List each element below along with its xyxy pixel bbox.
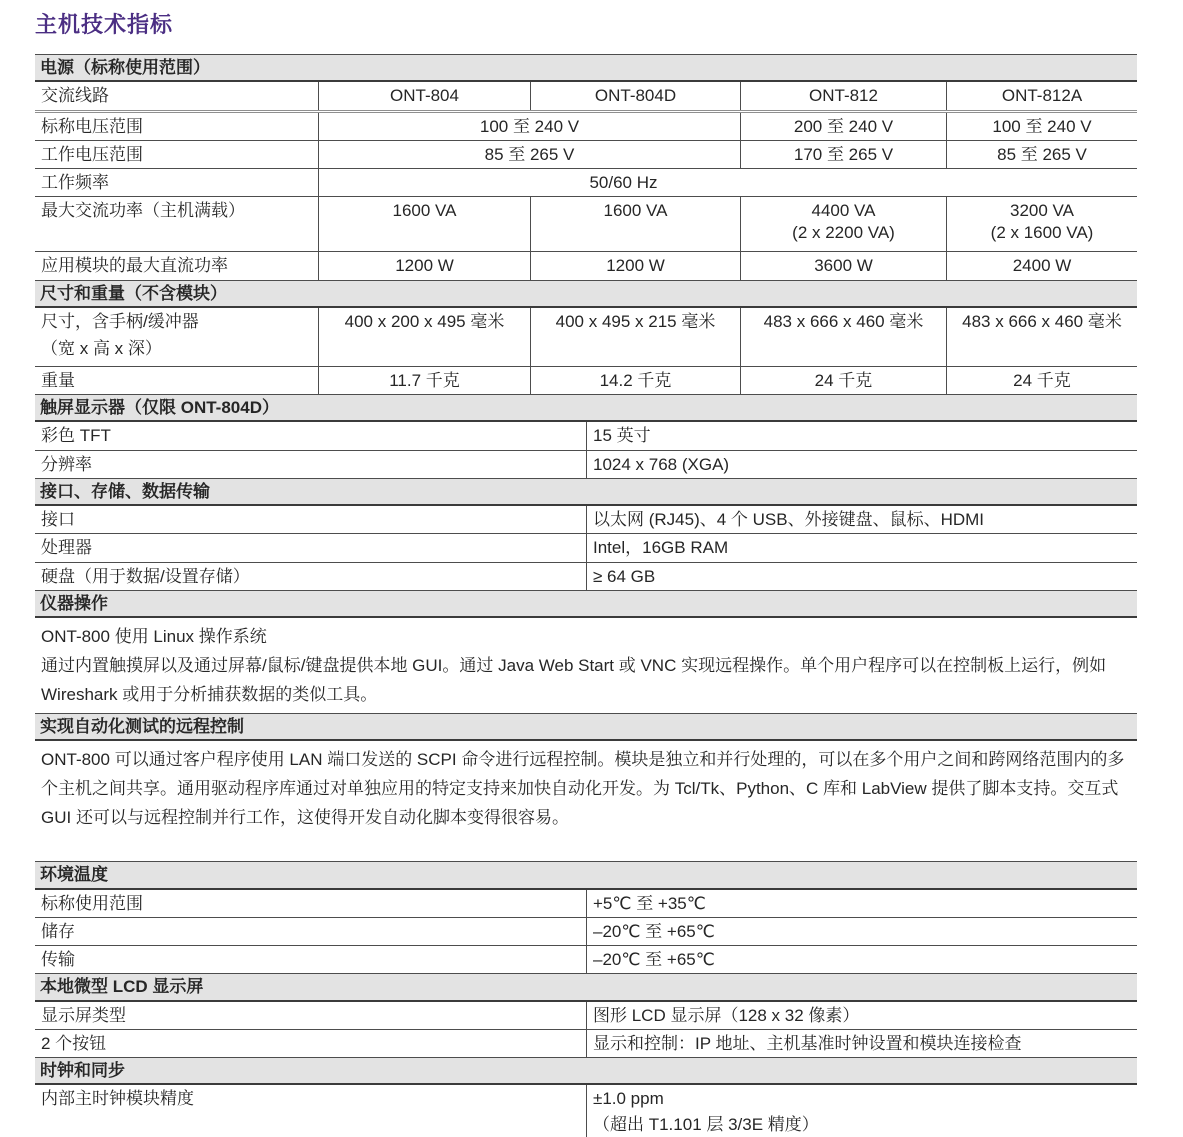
table-row-lcd-buttons [35, 1030, 1137, 1058]
table-row-storage-temp [35, 918, 1137, 946]
table-row-weight [35, 367, 1137, 395]
spec-value [740, 197, 946, 251]
spec-paragraph: ONT-800 可以通过客户程序使用 LAN 端口发送的 SCPI 命令进行远程控制。模块是独立和并行处理的，可以在多个用户之间和跨网络范围内的多个主机之间共享。通用驱动程序库通过对单独应用的特定支持来加快自动化开发。为 Tcl/Tk、Python、C 库和 LabView 提供了脚本支持。交互式 GUI 还可以与远程控制并行工作，这使得开发自动化脚本变得很容易。 [41, 750, 1125, 828]
table-row-operating-voltage [35, 141, 1137, 169]
row-label-line: 尺寸，含手柄/缓冲器 [41, 311, 199, 331]
spec-value: 3600 W [740, 252, 946, 279]
spec-value: 图形 LCD 显示屏（128 x 32 像素） [586, 1002, 1137, 1029]
section-header-dimensions: 尺寸和重量（不含模块） [35, 281, 1137, 308]
section-header-remote-control: 实现自动化测试的远程控制 [35, 714, 1137, 741]
spec-value: 170 至 265 V [740, 141, 946, 168]
row-label-line: （宽 x 高 x 深） [41, 339, 162, 358]
spec-value [946, 197, 1137, 251]
table-row-frequency [35, 169, 1137, 197]
table-row-nominal-range [35, 890, 1137, 918]
spec-value: Intel，16GB RAM [586, 534, 1137, 561]
spec-value: 400 x 200 x 495 毫米 [318, 308, 530, 366]
spec-value: 显示和控制：IP 地址、主机基准时钟设置和模块连接检查 [586, 1030, 1137, 1057]
section-header-lcd: 本地微型 LCD 显示屏 [35, 974, 1137, 1001]
spec-value: 400 x 495 x 215 毫米 [530, 308, 740, 366]
table-row-max-ac-power [35, 197, 1137, 252]
spec-value: 100 至 240 V [946, 113, 1137, 140]
spec-value: +5℃ 至 +35℃ [586, 890, 1137, 917]
spec-value: 1600 VA [318, 197, 530, 251]
spec-value: 以太网 (RJ45)、4 个 USB、外接键盘、鼠标、HDMI [586, 506, 1137, 533]
spec-value: 24 千克 [740, 367, 946, 394]
row-label: 彩色 TFT [41, 426, 111, 446]
table-row-processor [35, 534, 1137, 562]
page-title: 主机技术指标 [35, 12, 174, 37]
spec-value: 483 x 666 x 460 毫米 [740, 308, 946, 366]
spec-value: 2400 W [946, 252, 1137, 279]
table-row-harddisk [35, 563, 1137, 591]
model-column-header: ONT-804D [530, 82, 740, 109]
spec-value-line: 4400 VA [811, 201, 876, 221]
table-row-lcd-type [35, 1002, 1137, 1030]
table-row-tft [35, 422, 1137, 450]
spec-value: 85 至 265 V [318, 141, 740, 168]
document-body [35, 8, 1137, 1137]
table-row-models [35, 82, 1137, 112]
row-label: 传输 [41, 950, 75, 969]
spec-value: –20℃ 至 +65℃ [586, 918, 1137, 945]
row-label: 分辨率 [41, 454, 92, 474]
table-gap [35, 836, 1137, 861]
row-label: 2 个按钮 [41, 1033, 107, 1053]
spec-value-line: （超出 T1.101 层 3/3E 精度） [593, 1114, 819, 1134]
table-row-resolution [35, 451, 1137, 479]
section-header-environment: 环境温度 [35, 861, 1137, 889]
table-row-remote-text [35, 741, 1137, 836]
row-label [35, 308, 318, 366]
row-label: 处理器 [41, 538, 92, 558]
row-label: 显示屏类型 [41, 1005, 126, 1025]
section-header-clock: 时钟和同步 [35, 1058, 1137, 1085]
row-label: 内部主时钟模块精度 [41, 1089, 194, 1109]
row-label: 工作电压范围 [41, 144, 143, 164]
row-label: 接口 [41, 510, 75, 529]
spec-value: 11.7 千克 [318, 367, 530, 394]
table-row-max-dc-power [35, 252, 1137, 280]
row-label: 最大交流功率（主机满载） [41, 201, 245, 221]
section-header-power: 电源（标称使用范围） [35, 54, 1137, 82]
spec-value: 14.2 千克 [530, 367, 740, 394]
row-label: 应用模块的最大直流功率 [41, 256, 228, 276]
table-row-transport-temp [35, 946, 1137, 974]
section-header-display: 触屏显示器（仅限 ONT-804D） [35, 395, 1137, 422]
spec-paragraph [35, 618, 1137, 713]
paragraph-text: 通过内置触摸屏以及通过屏幕/鼠标/键盘提供本地 GUI。通过 Java Web Start 或 VNC 实现远程操作。单个用户程序可以在控制板上运行，例如 Wireshark 或用于分析捕获数据的类似工具。 [41, 656, 1107, 704]
spec-value-line: 3200 VA [1010, 201, 1074, 221]
row-label: 重量 [41, 370, 75, 390]
table-row-nominal-voltage [35, 113, 1137, 141]
spec-value: 1600 VA [530, 197, 740, 251]
row-label: 硬盘（用于数据/设置存储） [41, 566, 250, 586]
spec-value: 483 x 666 x 460 毫米 [946, 308, 1137, 366]
row-label: 储存 [41, 921, 75, 941]
spec-value: ≥ 64 GB [586, 563, 1137, 590]
spec-value-line: (2 x 1600 VA) [990, 222, 1094, 242]
section-header-interfaces: 接口、存储、数据传输 [35, 479, 1137, 506]
model-column-header: ONT-804 [318, 82, 530, 109]
spec-value: 85 至 265 V [946, 141, 1137, 168]
table-row-interfaces [35, 506, 1137, 534]
spec-value: 1200 W [318, 252, 530, 279]
spec-value: –20℃ 至 +65℃ [586, 946, 1137, 973]
spec-value-line: (2 x 2200 VA) [792, 222, 895, 242]
spec-table-main [35, 54, 1137, 836]
table-row-size [35, 308, 1137, 367]
section-header-operation: 仪器操作 [35, 591, 1137, 618]
spec-value-line: ±1.0 ppm [593, 1089, 664, 1109]
row-label: 交流线路 [41, 86, 109, 106]
spec-value: 50/60 Hz [318, 169, 1137, 196]
paragraph-line: ONT-800 使用 Linux 操作系统 [41, 627, 267, 646]
spec-value: 200 至 240 V [740, 113, 946, 140]
spec-value: 1024 x 768 (XGA) [586, 451, 1137, 478]
model-column-header: ONT-812 [740, 82, 946, 109]
row-label: 标称使用范围 [41, 893, 143, 913]
row-label: 标称电压范围 [41, 116, 143, 136]
row-label: 工作频率 [41, 173, 109, 192]
table-row-operation-text [35, 618, 1137, 714]
spec-value: 100 至 240 V [318, 113, 740, 140]
table-row-clock-accuracy [35, 1085, 1137, 1137]
spec-value: 24 千克 [946, 367, 1137, 394]
spec-value: 1200 W [530, 252, 740, 279]
spec-table-secondary [35, 861, 1137, 1137]
spec-value: 15 英寸 [586, 422, 1137, 449]
model-column-header: ONT-812A [946, 82, 1137, 109]
spec-value [586, 1085, 1137, 1137]
